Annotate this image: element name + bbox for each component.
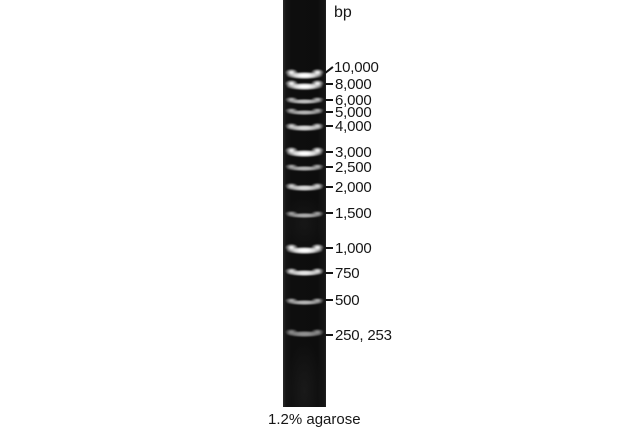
band-label-row-8000 xyxy=(325,77,372,91)
band-size-label: 2,000 xyxy=(335,178,372,196)
gel-band-2000 xyxy=(286,185,323,191)
tick-mark xyxy=(325,111,333,113)
tick-mark xyxy=(325,272,333,274)
gel-band-6000 xyxy=(286,99,323,104)
tick-mark xyxy=(324,66,333,74)
gel-caption: 1.2% agarose xyxy=(268,411,361,428)
gel-band-3000 xyxy=(286,150,323,157)
gel-band-2500 xyxy=(286,166,323,171)
band-label-row-3000 xyxy=(325,145,372,159)
tick-mark xyxy=(325,186,333,188)
tick-mark xyxy=(325,125,333,127)
band-label-row-1000 xyxy=(325,241,372,255)
band-size-label: 500 xyxy=(335,291,360,309)
band-label-row-4000 xyxy=(325,119,372,133)
band-label-row-250-253 xyxy=(325,328,392,342)
gel-lane xyxy=(283,0,326,407)
gel-band-8000 xyxy=(286,83,323,90)
band-size-label: 1,500 xyxy=(335,204,372,222)
band-size-label: 2,500 xyxy=(335,158,372,176)
gel-band-1500 xyxy=(286,213,323,218)
tick-mark xyxy=(325,83,333,85)
gel-band-10000 xyxy=(286,72,323,79)
band-size-label: 1,000 xyxy=(335,239,372,257)
tick-mark xyxy=(325,212,333,214)
band-size-label: 3,000 xyxy=(335,143,372,161)
gel-band-500 xyxy=(286,300,323,305)
band-label-row-500 xyxy=(325,293,359,307)
gel-band-5000 xyxy=(286,110,323,115)
band-size-label: 250, 253 xyxy=(335,326,392,344)
tick-mark xyxy=(325,299,333,301)
band-label-row-1500 xyxy=(325,206,372,220)
band-label-row-750 xyxy=(325,266,359,280)
tick-mark xyxy=(325,166,333,168)
gel-band-1000 xyxy=(286,247,323,254)
bp-units-label: bp xyxy=(334,4,352,21)
gel-band-750 xyxy=(286,270,323,276)
band-size-label: 750 xyxy=(335,264,360,282)
band-size-label: 10,000 xyxy=(334,58,379,76)
band-label-row-2000 xyxy=(325,180,372,194)
tick-mark xyxy=(325,99,333,101)
tick-mark xyxy=(325,334,333,336)
tick-mark xyxy=(325,247,333,249)
band-size-label: 8,000 xyxy=(335,75,372,93)
band-label-row-10000 xyxy=(325,60,379,74)
tick-mark xyxy=(325,151,333,153)
gel-band-4000 xyxy=(286,125,323,131)
band-label-row-5000 xyxy=(325,105,372,119)
gel-band-250-253 xyxy=(286,331,323,337)
band-size-label: 4,000 xyxy=(335,117,372,135)
band-label-row-2500 xyxy=(325,160,372,174)
band-size-label: 5,000 xyxy=(335,103,372,121)
band-size-label: 6,000 xyxy=(335,91,372,109)
